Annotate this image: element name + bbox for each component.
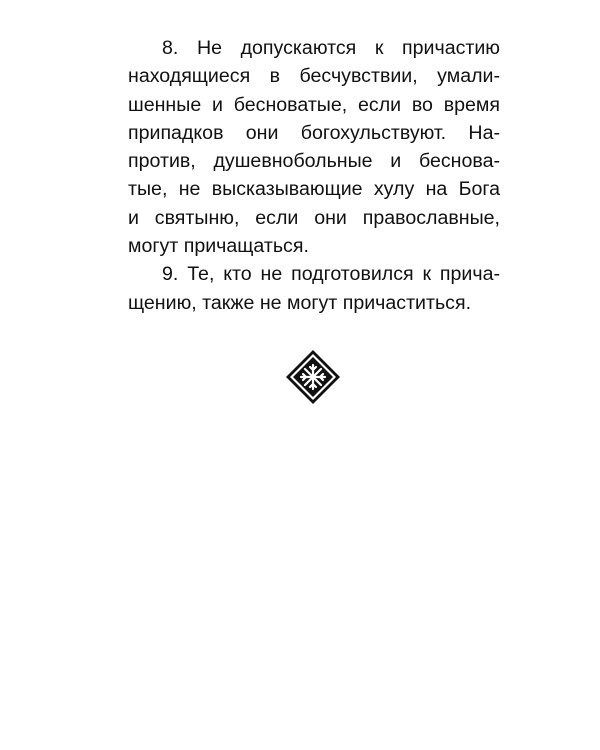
text-line: 8. Не допускаются к причастию <box>162 37 500 59</box>
text-body <box>128 34 500 317</box>
text-line: могут причащаться. <box>128 235 309 258</box>
text-line: и святыню, если они православные, <box>128 206 500 229</box>
text-line: 9. Те, кто не подготовился к прича- <box>162 263 500 286</box>
text-line: шенные и бесноватые, если во время <box>128 93 500 116</box>
text-line: тые, не высказывающие хулу на Бога <box>128 178 500 201</box>
paragraph-8 <box>128 34 500 260</box>
text-line: щению, также не могут причаститься. <box>128 291 472 314</box>
paragraph-9 <box>128 260 500 317</box>
diamond-snowflake-ornament-icon <box>285 349 341 405</box>
text-line: находящиеся в бесчувствии, умали- <box>128 65 500 88</box>
text-line: против, душевнобольные и беснова- <box>128 150 500 173</box>
text-line: припадков они богохульствуют. На- <box>128 121 500 144</box>
